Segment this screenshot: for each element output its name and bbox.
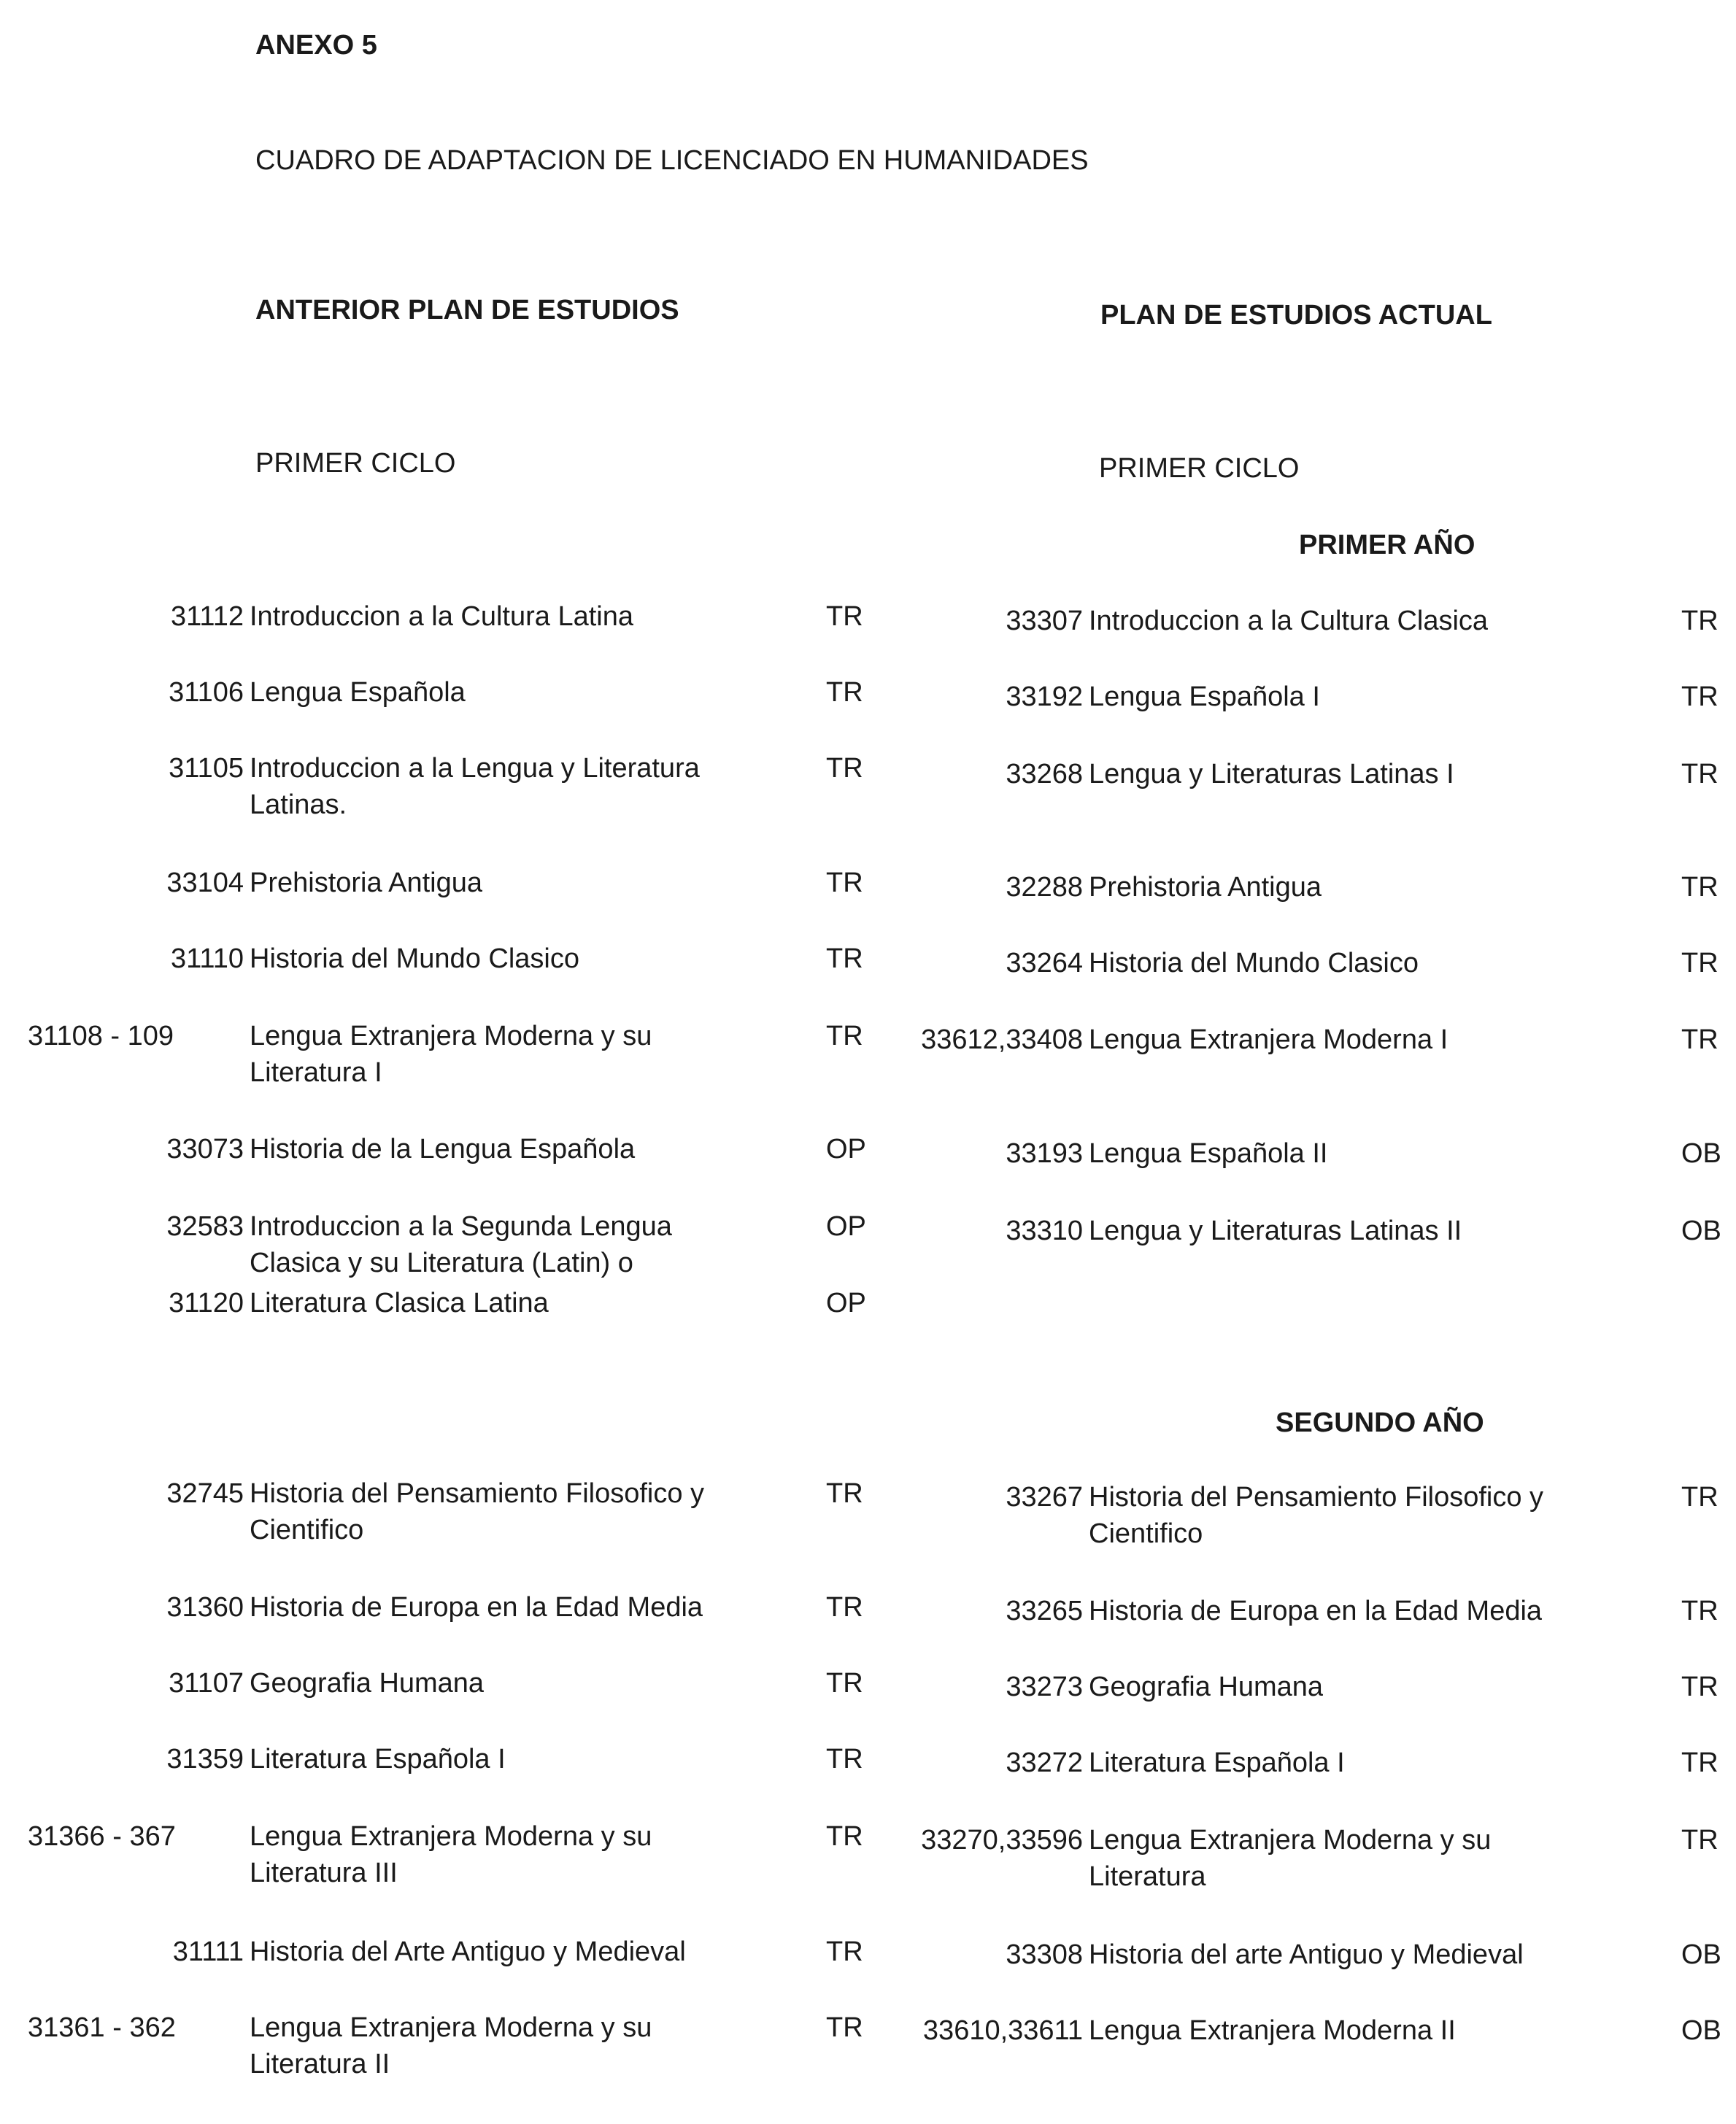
left-course-name-line: Lengua Española <box>250 677 466 708</box>
left-course-name-line: Historia del Pensamiento Filosofico y <box>250 1478 705 1509</box>
right-course-name <box>1089 945 1419 981</box>
right-course-name-line: Lengua Extranjera Moderna y su <box>1089 1825 1492 1855</box>
left-course-name <box>250 750 700 823</box>
left-course-type: TR <box>826 943 863 974</box>
right-course-name-line: Lengua y Literaturas Latinas II <box>1089 1216 1462 1246</box>
left-course-code: 31366 - 367 <box>28 1821 176 1852</box>
left-course-name-line: Lengua Extranjera Moderna y su <box>250 1021 652 1051</box>
left-course-code: 31111 <box>172 1936 244 1967</box>
right-course-name <box>1089 1479 1543 1552</box>
left-course-type: TR <box>826 1592 863 1623</box>
right-course-type: OB <box>1681 1939 1721 1970</box>
right-course-name-line: Prehistoria Antigua <box>1089 872 1322 903</box>
left-plan-header: ANTERIOR PLAN DE ESTUDIOS <box>255 295 679 325</box>
annex-label: ANEXO 5 <box>255 30 377 61</box>
right-course-type: TR <box>1681 1672 1718 1702</box>
right-course-type: TR <box>1681 681 1718 712</box>
left-course-name-line: Historia de Europa en la Edad Media <box>250 1592 703 1623</box>
left-course-code: 33104 <box>166 868 244 898</box>
right-course-code: 33273 <box>1006 1672 1083 1702</box>
right-course-name <box>1089 756 1454 792</box>
right-course-code: 33308 <box>1006 1939 1083 1970</box>
left-course-name-line: Latinas. <box>250 789 347 820</box>
right-course-type: OB <box>1681 2015 1721 2046</box>
left-course-name-line: Introduccion a la Lengua y Literatura <box>250 753 700 784</box>
right-course-code: 33264 <box>1006 948 1083 978</box>
right-course-name <box>1089 1593 1542 1629</box>
left-course-name <box>250 1818 652 1891</box>
right-course-name-line: Historia de Europa en la Edad Media <box>1089 1596 1543 1626</box>
right-course-name <box>1089 1022 1448 1058</box>
left-course-code: 33073 <box>166 1134 244 1165</box>
right-course-code: 33268 <box>1006 759 1083 789</box>
right-course-type: TR <box>1681 948 1718 978</box>
left-course-type: TR <box>826 601 863 632</box>
left-course-name <box>250 1741 506 1777</box>
right-course-name <box>1089 2012 1456 2049</box>
left-course-name-line: Introduccion a la Cultura Latina <box>250 601 633 632</box>
right-course-type: OB <box>1681 1216 1721 1246</box>
right-course-name <box>1089 1669 1323 1705</box>
left-course-name <box>250 1475 704 1548</box>
right-course-type: TR <box>1681 606 1718 636</box>
right-course-name <box>1089 603 1488 639</box>
left-course-code: 31361 - 362 <box>28 2012 176 2043</box>
right-course-name-line: Lengua y Literaturas Latinas I <box>1089 759 1454 789</box>
left-course-code: 32583 <box>166 1211 244 1242</box>
right-course-type: TR <box>1681 872 1718 903</box>
right-course-code: 33192 <box>1006 681 1083 712</box>
left-course-type: TR <box>826 1744 863 1774</box>
left-course-name-line: Lengua Extranjera Moderna y su <box>250 2012 652 2043</box>
left-course-name-line: Lengua Extranjera Moderna y su <box>250 1821 652 1852</box>
left-course-name <box>250 1665 484 1702</box>
left-course-code: 32745 <box>166 1478 244 1509</box>
right-cycle-label: PRIMER CICLO <box>1099 453 1300 484</box>
left-course-name <box>250 941 579 977</box>
right-course-name <box>1089 679 1320 715</box>
left-course-name <box>250 1285 549 1321</box>
left-course-code: 31107 <box>169 1668 244 1699</box>
right-course-name-line: Cientifico <box>1089 1518 1203 1549</box>
left-course-type: TR <box>826 2012 863 2043</box>
left-course-name <box>250 1934 686 1970</box>
year2-heading: SEGUNDO AÑO <box>1276 1407 1484 1438</box>
left-course-type: TR <box>826 868 863 898</box>
right-course-name-line: Literatura Española I <box>1089 1748 1345 1778</box>
left-course-name <box>250 1208 672 1281</box>
right-course-name <box>1089 1936 1524 1973</box>
left-course-name-line: Introduccion a la Segunda Lengua <box>250 1211 672 1242</box>
left-course-code: 31360 <box>166 1592 244 1623</box>
right-course-name-line: Lengua Extranjera Moderna II <box>1089 2015 1456 2046</box>
right-course-name-line: Historia del arte Antiguo y Medieval <box>1089 1939 1524 1970</box>
left-course-name-line: Literatura III <box>250 1858 398 1888</box>
left-course-code: 31110 <box>170 943 244 974</box>
left-course-type: TR <box>826 1478 863 1509</box>
left-course-code: 31108 - 109 <box>28 1021 174 1051</box>
right-course-type: TR <box>1681 1482 1718 1513</box>
right-course-code: 33193 <box>1006 1138 1083 1169</box>
left-course-type: OP <box>826 1134 866 1165</box>
right-course-type: TR <box>1681 1825 1718 1855</box>
left-course-type: TR <box>826 1021 863 1051</box>
right-course-name <box>1089 1213 1462 1249</box>
right-course-name-line: Historia del Mundo Clasico <box>1089 948 1419 978</box>
year1-heading: PRIMER AÑO <box>1299 530 1475 560</box>
left-course-type: TR <box>826 1668 863 1699</box>
document-title: CUADRO DE ADAPTACION DE LICENCIADO EN HUMANIDADES <box>255 145 1089 176</box>
right-course-name-line: Lengua Española II <box>1089 1138 1328 1169</box>
right-course-code: 33307 <box>1006 606 1083 636</box>
left-course-code: 31112 <box>170 601 244 632</box>
left-course-type: OP <box>826 1288 866 1318</box>
left-course-type: TR <box>826 753 863 784</box>
left-course-name-line: Literatura I <box>250 1057 382 1088</box>
right-course-type: TR <box>1681 759 1718 789</box>
right-course-code: 33610,33611 <box>922 2015 1083 2046</box>
left-course-name-line: Historia del Mundo Clasico <box>250 943 579 974</box>
left-course-name-line: Historia del Arte Antiguo y Medieval <box>250 1936 686 1967</box>
left-course-name <box>250 674 466 711</box>
left-course-name <box>250 1589 703 1626</box>
left-course-name-line: Literatura II <box>250 2049 390 2079</box>
right-course-name <box>1089 869 1322 905</box>
right-course-type: TR <box>1681 1024 1718 1055</box>
right-course-code: 33612,33408 <box>921 1024 1083 1055</box>
right-course-name-line: Lengua Extranjera Moderna I <box>1089 1024 1448 1055</box>
left-course-type: TR <box>826 1821 863 1852</box>
right-course-name-line: Lengua Española I <box>1089 681 1320 712</box>
left-course-name-line: Literatura Española I <box>250 1744 506 1774</box>
left-course-name-line: Geografia Humana <box>250 1668 485 1699</box>
left-course-name <box>250 598 633 635</box>
left-course-name-line: Literatura Clasica Latina <box>250 1288 549 1318</box>
left-course-name <box>250 1018 652 1091</box>
right-course-name-line: Historia del Pensamiento Filosofico y <box>1089 1482 1544 1513</box>
right-course-name-line: Literatura <box>1089 1861 1206 1892</box>
left-course-type: TR <box>826 677 863 708</box>
left-course-name <box>250 1131 635 1167</box>
right-course-code: 33265 <box>1006 1596 1083 1626</box>
left-course-name <box>250 865 482 901</box>
right-plan-header: PLAN DE ESTUDIOS ACTUAL <box>1100 300 1492 331</box>
left-course-code: 31105 <box>169 753 244 784</box>
left-course-name <box>250 2009 652 2082</box>
right-course-type: TR <box>1681 1748 1718 1778</box>
left-course-name-line: Clasica y su Literatura (Latin) o <box>250 1248 633 1278</box>
right-course-name-line: Introduccion a la Cultura Clasica <box>1089 606 1489 636</box>
left-cycle-label: PRIMER CICLO <box>255 448 456 479</box>
right-course-type: TR <box>1681 1596 1718 1626</box>
left-course-name-line: Prehistoria Antigua <box>250 868 482 898</box>
right-course-code: 33310 <box>1006 1216 1083 1246</box>
left-course-type: TR <box>826 1936 863 1967</box>
right-course-type: OB <box>1681 1138 1721 1169</box>
right-course-code: 32288 <box>1006 872 1083 903</box>
right-course-name <box>1089 1135 1328 1172</box>
left-course-code: 31106 <box>169 677 244 708</box>
right-course-code: 33270,33596 <box>921 1825 1083 1855</box>
right-course-name <box>1089 1745 1345 1781</box>
left-course-name-line: Cientifico <box>250 1515 364 1545</box>
left-course-code: 31120 <box>169 1288 244 1318</box>
right-course-code: 33272 <box>1006 1748 1083 1778</box>
right-course-name-line: Geografia Humana <box>1089 1672 1324 1702</box>
left-course-type: OP <box>826 1211 866 1242</box>
left-course-name-line: Historia de la Lengua Española <box>250 1134 636 1165</box>
right-course-code: 33267 <box>1006 1482 1083 1513</box>
left-course-code: 31359 <box>166 1744 244 1774</box>
right-course-name <box>1089 1822 1491 1895</box>
